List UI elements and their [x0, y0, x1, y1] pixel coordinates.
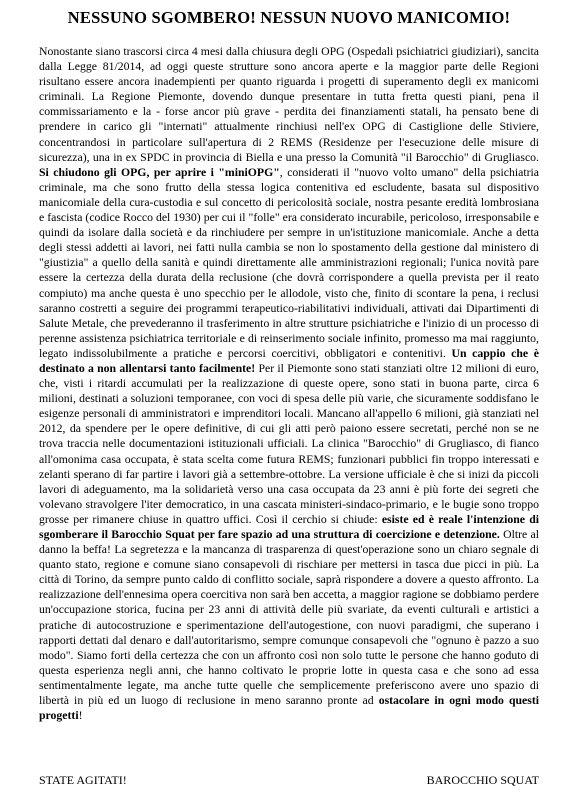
- body-text-run: Nonostante siano trascorsi circa 4 mesi dalla chiusura degli OPG (Ospedali psichiatrici giudiziari), sancita dalla Legge 81/2014, ad oggi queste strutture sono ancora aperte e la maggior parte delle Regioni risultano essere ancora inadempienti per quanto riguarda i progetti di superamento degli ex manicomi criminali. La Regione Piemonte, dovendo dunque presentare in tutta fretta questi piani, pena il commissariamento e la - forse ancor più grave - perdita dei finanziamenti statali, ha pensato bene di prendere in carico gli "internati" attualmente rinchiusi nell'ex OPG di Castiglione delle Stiviere, concentrandosi in particolare sull'apertura di 2 REMS (Residenze per l'esecuzione delle misure di sicurezza), una in ex SPDC in provincia di Biella e una presso la Comunità "il Barocchio" di Grugliasco.: [39, 45, 539, 164]
- page-title: NESSUNO SGOMBERO! NESSUN NUOVO MANICOMIO!: [67, 8, 511, 27]
- body-text-run: Oltre al danno la beffa! La segretezza e la mancanza di trasparenza di quest'operazione sono un chiaro segnale di quanto stato, regione e comune siano consapevoli di rischiare per mettersi in tasca due picci in più. La città di Torino, da sempre punto caldo di conflitto sociale, saprà rispondere a dovere a questo affronto. La realizzazione dell'ennesima opera coercitiva non sarà ben accetta, a maggior ragione se dobbiamo perdere un'occupazione storica, fucina per 23 anni di attività delle più svariate, da eventi culturali e artistici a pratiche di autocostruzione e sperimentazione dell'autogestione, con nuovi paradigmi, che superano i rapporti dettati dal denaro e dall'autoritarismo, sempre comunque consapevoli che "ognuno è pazzo a suo modo". Siamo forti della certezza che con un affronto così non solo tutte le persone che hanno goduto di questa esperienza negli anni, che hanno coltivato le proprie lotte in questa casa e che sono ad essa sentimentalmente legate, ma anche tutte quelle che semplicemente preferiscono avere uno spazio di libertà in più ed un luogo di reclusione in meno saranno pronte ad: [39, 528, 539, 708]
- body-text-run: , considerati il "nuovo volto umano" della psichiatria criminale, ma che sono frutto della stessa logica contenitiva ed escludente, basata sul dispositivo manicomiale della cura-custodia e sul concetto di pericolosità sociale, nostra pesante eredità lombrosiana e fascista (codice Rocco del 1930) per cui il "folle" era considerato incurabile, pericoloso, irresponsabile e quindi da isolare dalla società e da rinchiudere per sempre in un'istituzione manicomiale. Anche a detta degli stessi addetti ai lavori, nei fatti nulla cambia se non lo spostamento della gestione dal ministero di "giustizia" a quello della sanità e quindi direttamente alle amministrazioni regionali; l'unica novità pare essere la certezza della durata della reclusione (che dovrà corrispondere a quella prevista per il reato compiuto) ma anche questa è uno specchio per le allodole, visto che, finito di scontare la pena, i reclusi saranno costretti a seguire dei programmi terapeutico-riabilitativi individuali, attivati dai Dipartimenti di Salute Metale, che prevederanno il trasferimento in altre strutture psichiatriche e l'inizio di un processo di perenne assistenza psichiatrica territoriale e di reinserimento sociale infinito, promesso ma mai raggiunto, legato indissolubilmente a pratiche e percorsi coercitivi, obbligatori e contenitivi.: [39, 165, 539, 360]
- body-emphasis-run: Si chiudono gli OPG, per aprire i "miniOPG": [39, 165, 280, 179]
- body-paragraph: [39, 44, 539, 723]
- body-emphasis-run: esiste ed è reale l'intenzione di sgomberare il Barocchio Squat per fare spazio ad una struttura di coercizione e detenzione.: [39, 512, 539, 541]
- body-emphasis-run: Un cappio che è destinato a non allentarsi tanto facilmente!: [39, 346, 539, 375]
- body-emphasis-run: ostacolare in ogni modo questi progetti: [39, 694, 540, 723]
- body-text-run: !: [78, 709, 83, 723]
- body-text-run: Per il Piemonte sono stati stanziati oltre 12 milioni di euro, che, visti i ritardi accumulati per la realizzazione di queste opere, sono stati in buona parte, circa 6 milioni, destinati a soluzioni temporanee, con voci di spesa delle più varie, che sicuramente soddisfano le esigenze personali di amministratori e imprenditori locali. Mancano all'appello 6 milioni, già stanziati nel 2012, da spendere per le opere definitive, di cui gli atti però paiono essere secretati, perché non se ne trova traccia nelle documentazioni istituzionali ufficiali. La clinica "Barocchio" di Grugliasco, di fianco all'omonima casa occupata, è stata scelta come futura REMS; funzionari pubblici fin troppo interessati e zelanti sperano di far partire i lavori già a settembre-ottobre. La versione ufficiale è che si inizi da piccoli lavori di adeguamento, ma la solidarietà verso una casa occupata da 23 anni è più forte dei segreti che volevano stravolgere l'iter democratico, in una cascata ministeri-sindaco-primario, e le bugie sono troppo grosse per rimanere chiuse in quattro uffici. Così il cerchio si chiude:: [39, 361, 539, 526]
- signoff-right: BAROCCHIO SQUAT: [426, 773, 539, 787]
- signoff-left: STATE AGITATI!: [39, 773, 127, 787]
